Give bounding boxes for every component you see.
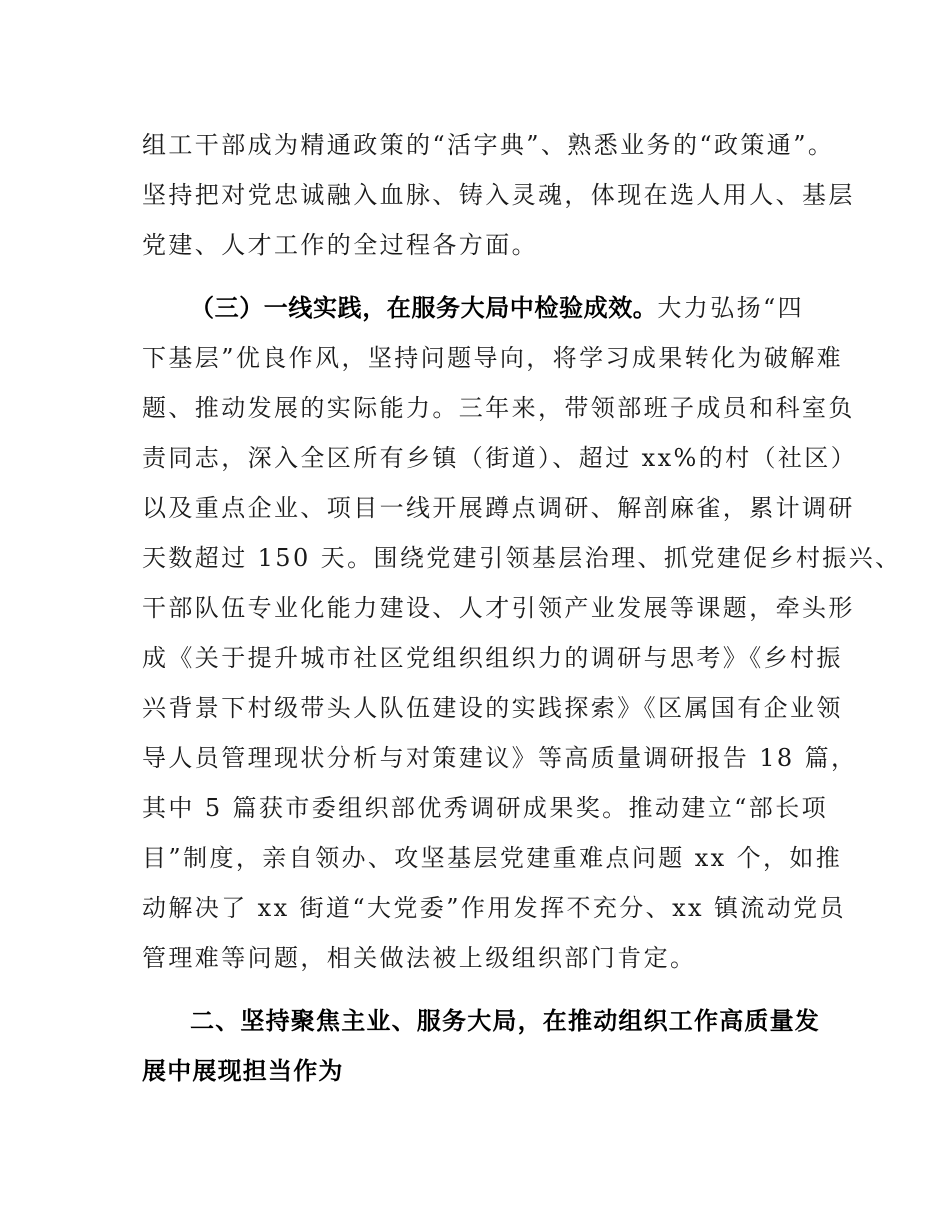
lead-text: 大力弘扬“四: [657, 294, 805, 322]
text-line: 责同志，深入全区所有乡镇（街道）、超过 xx%的村（社区）: [142, 444, 858, 472]
paragraph-lead-line: [190, 293, 804, 323]
text-line: 题、推动发展的实际能力。三年来，带领部班子成员和科室负: [142, 394, 855, 422]
text-line: 成《关于提升城市社区党组织组织力的调研与思考》《乡村振: [142, 644, 843, 672]
text-line: 下基层”优良作风，坚持问题导向，将学习成果转化为破解难: [142, 344, 844, 372]
text-line: 管理难等问题，相关做法被上级组织部门肯定。: [142, 944, 697, 972]
text-line: 其中 5 篇获市委组织部优秀调研成果奖。推动建立“部长项: [142, 794, 828, 822]
text-line: 动解决了 xx 街道“大党委”作用发挥不充分、xx 镇流动党员: [142, 894, 846, 922]
subsection-heading: （三）一线实践，在服务大局中检验成效。: [190, 294, 658, 322]
text-line: 目”制度，亲自领办、攻坚基层党建重难点问题 xx 个，如推: [142, 844, 843, 872]
text-line: 天数超过 150 天。围绕党建引领基层治理、抓党建促乡村振兴、: [142, 544, 902, 572]
text-line: 干部队伍专业化能力建设、人才引领产业发展等课题，牵头形: [142, 594, 855, 622]
text-line: 党建、人才工作的全过程各方面。: [142, 231, 538, 259]
text-line: 组工干部成为精通政策的“活字典”、熟悉业务的“政策通”。: [142, 131, 835, 159]
text-line: 以及重点企业、项目一线开展蹲点调研、解剖麻雀，累计调研: [142, 494, 855, 522]
text-line: 导人员管理现状分析与对策建议》等高质量调研报告 18 篇，: [142, 744, 858, 772]
text-line: 坚持把对党忠诚融入血脉、铸入灵魂，体现在选人用人、基层: [142, 181, 855, 209]
text-line: 兴背景下村级带头人队伍建设的实践探索》《区属国有企业领: [142, 694, 843, 722]
heading-line: 二、坚持聚焦主业、服务大局，在推动组织工作高质量发: [190, 1007, 820, 1035]
heading-line: 展中展现担当作为: [142, 1057, 344, 1085]
